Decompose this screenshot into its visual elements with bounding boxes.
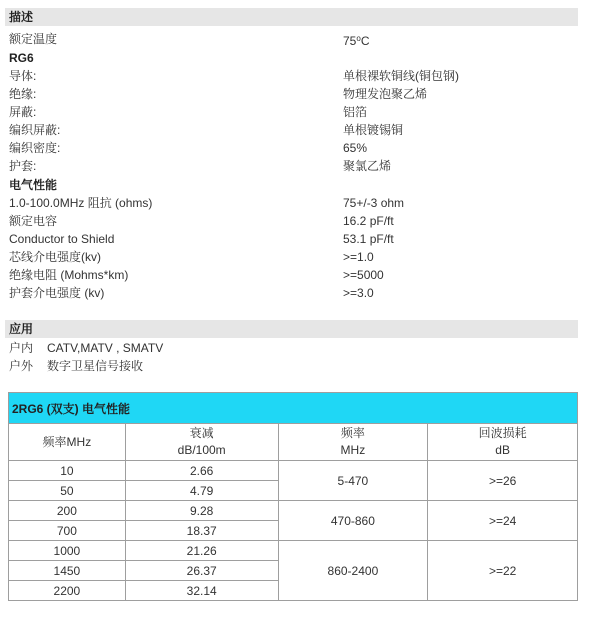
spec-row-jacket-dielectric [9,284,578,302]
cell-frequency: 10 [9,461,126,481]
cell-return-loss: >=22 [428,541,578,601]
spec-value: 65% [343,141,368,155]
table-row [9,541,578,561]
spec-value [343,30,369,50]
cell-band-range: 860-2400 [278,541,428,601]
spec-value: 75+/-3 ohm [343,196,405,210]
temp-degree-sup: o [356,34,361,43]
cell-attenuation: 32.14 [125,581,278,601]
header-line: 回波损耗 [478,426,527,440]
spec-label: 护套介电强度 (kv) [9,286,105,300]
cell-frequency: 200 [9,501,126,521]
application-value: 数字卫星信号接收 [47,359,144,373]
application-label: 户外 [9,359,34,373]
spec-row-conductor [9,67,578,85]
spec-row-insulation [9,85,578,103]
header-frequency-mhz [9,424,126,461]
spec-label: 绝缘: [9,87,37,101]
spec-label: 额定电容 [9,214,58,228]
section-header-application: 应用 [5,320,578,338]
application-label: 户内 [9,341,34,355]
cell-frequency: 1450 [9,561,126,581]
cell-frequency: 1000 [9,541,126,561]
cell-attenuation: 26.37 [125,561,278,581]
section-header-description: 描述 [5,8,578,26]
application-row-indoor [9,339,163,357]
spec-row-impedance [9,194,578,212]
spec-row-braid-shield [9,121,578,139]
spec-row-braid-density [9,139,578,157]
spec-value: >=1.0 [343,250,374,264]
header-unit: dB [495,443,510,457]
spec-label: 编织密度: [9,141,61,155]
cell-band-range: 470-860 [278,501,428,541]
performance-table [8,392,578,601]
spec-value: >=3.0 [343,286,374,300]
spec-value: 物理发泡聚乙烯 [343,87,428,101]
temp-number: 75 [343,34,357,48]
table-row [9,501,578,521]
spec-value: 16.2 pF/ft [343,214,394,228]
header-unit: dB/100m [177,443,226,457]
spec-value: 聚氯乙烯 [343,159,392,173]
cell-frequency: 50 [9,481,126,501]
spec-label: 屏蔽: [9,105,37,119]
cell-attenuation: 9.28 [125,501,278,521]
spec-label: 绝缘电阻 (Mohms*km) [9,268,129,282]
spec-row-shield [9,103,578,121]
header-unit: MHz [340,443,366,457]
header-line: 频率 [340,426,365,440]
table-row [9,461,578,481]
header-line: 频率MHz [42,434,92,449]
subheader-rg6: RG6 [9,51,34,65]
table-header-row [9,424,578,461]
application-value: CATV,MATV , SMATV [47,341,164,355]
cell-band-range: 5-470 [278,461,428,501]
spec-row-insulation-resistance [9,266,578,284]
cell-return-loss: >=24 [428,501,578,541]
spec-value: 铝箔 [343,105,368,119]
application-row-outdoor [9,357,143,375]
spec-value: >=5000 [343,268,384,282]
spec-label: 护套: [9,159,37,173]
spec-label: Conductor to Shield [9,232,115,246]
spec-row-conductor-to-shield [9,230,578,248]
spec-value: 单根镀锡铜 [343,123,404,137]
cell-return-loss: >=26 [428,461,578,501]
spec-value: 53.1 pF/ft [343,232,394,246]
subheader-electrical: 电气性能 [9,178,58,192]
spec-label: 导体: [9,69,37,83]
cell-attenuation: 4.79 [125,481,278,501]
cell-attenuation: 21.26 [125,541,278,561]
cell-frequency: 700 [9,521,126,541]
cell-attenuation: 18.37 [125,521,278,541]
spec-label: 1.0-100.0MHz 阻抗 (ohms) [9,196,153,210]
spec-label: 额定温度 [9,32,58,46]
cell-frequency: 2200 [9,581,126,601]
temp-unit: C [360,34,370,48]
spec-row-rated-temperature [9,30,578,48]
spec-label: 编织屏蔽: [9,123,61,137]
cell-attenuation: 2.66 [125,461,278,481]
header-line: 衰减 [189,426,214,440]
spec-row-core-dielectric [9,248,578,266]
spec-value: 单根裸软铜线(铜包钢) [343,69,459,83]
spec-label: 芯线介电强度(kv) [9,250,101,264]
header-return-loss [428,424,578,461]
spec-row-jacket [9,157,578,175]
spec-row-capacitance [9,212,578,230]
header-frequency-band [278,424,428,461]
table-title: 2RG6 (双支) 电气性能 [9,393,578,424]
header-attenuation [125,424,278,461]
